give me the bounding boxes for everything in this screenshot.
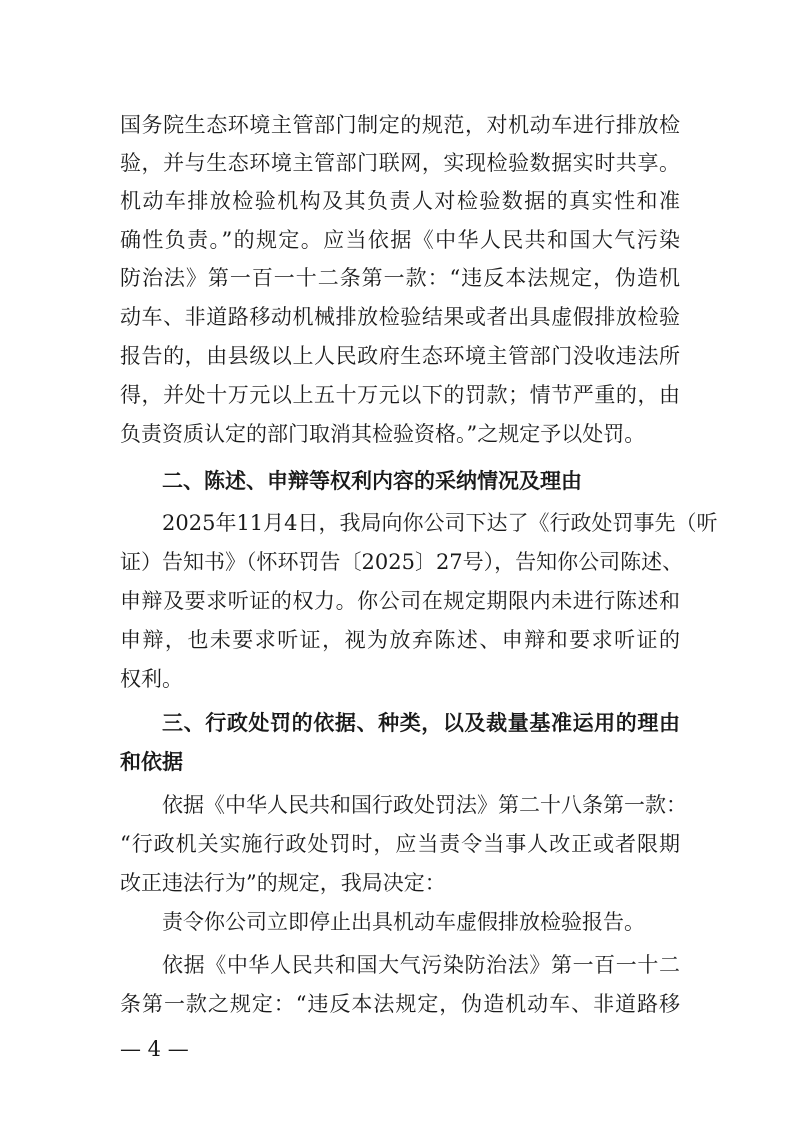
body-text-line: 确性负责。”的规定。应当依据《中华人民共和国大气污染 (120, 228, 680, 252)
body-text-line: 权利。 (120, 667, 183, 691)
body-text-line: 申辩，也未要求听证，视为放弃陈述、申辩和要求听证的 (120, 628, 680, 652)
body-text-line: 依据《中华人民共和国行政处罚法》第二十八条第一款： (162, 793, 687, 817)
body-text-line: 条第一款之规定：“违反本法规定，伪造机动车、非道路移 (120, 992, 680, 1016)
section-heading-3-cont: 和依据 (120, 750, 183, 774)
section-heading-3: 三、行政处罚的依据、种类，以及裁量基准运用的理由 (162, 711, 680, 735)
body-text-line: 依据《中华人民共和国大气污染防治法》第一百一十二 (162, 953, 680, 977)
body-text-line: 机动车排放检验机构及其负责人对检验数据的真实性和准 (120, 189, 680, 213)
body-text-line: 负责资质认定的部门取消其检验资格。”之规定予以处罚。 (120, 422, 646, 446)
body-text-line: 2025年11月4日，我局向你公司下达了《行政处罚事先（听 (162, 511, 718, 535)
body-text-line: 证）告知书》（怀环罚告〔2025〕27号），告知你公司陈述、 (120, 550, 684, 574)
body-text-line: 动车、非道路移动机械排放检验结果或者出具虚假排放检验 (120, 305, 680, 329)
body-text-line: 验，并与生态环境主管部门联网，实现检验数据实时共享。 (120, 151, 680, 175)
section-heading-2: 二、陈述、申辩等权利内容的采纳情况及理由 (162, 469, 582, 493)
page-number: — 4 — (120, 1037, 189, 1061)
body-text-line: 报告的，由县级以上人民政府生态环境主管部门没收违法所 (120, 344, 680, 368)
body-text-line: 申辩及要求听证的权力。你公司在规定期限内未进行陈述和 (120, 589, 680, 613)
body-text-line: 得，并处十万元以上五十万元以下的罚款；情节严重的，由 (120, 383, 680, 407)
body-text-line: 责令你公司立即停止出具机动车虚假排放检验报告。 (162, 910, 645, 934)
body-text-line: 国务院生态环境主管部门制定的规范，对机动车进行排放检 (120, 113, 680, 137)
body-text-line: 改正违法行为”的规定，我局决定： (120, 871, 446, 895)
body-text-line: “行政机关实施行政处罚时，应当责令当事人改正或者限期 (120, 832, 680, 856)
body-text-line: 防治法》第一百一十二条第一款：“违反本法规定，伪造机 (120, 266, 680, 290)
